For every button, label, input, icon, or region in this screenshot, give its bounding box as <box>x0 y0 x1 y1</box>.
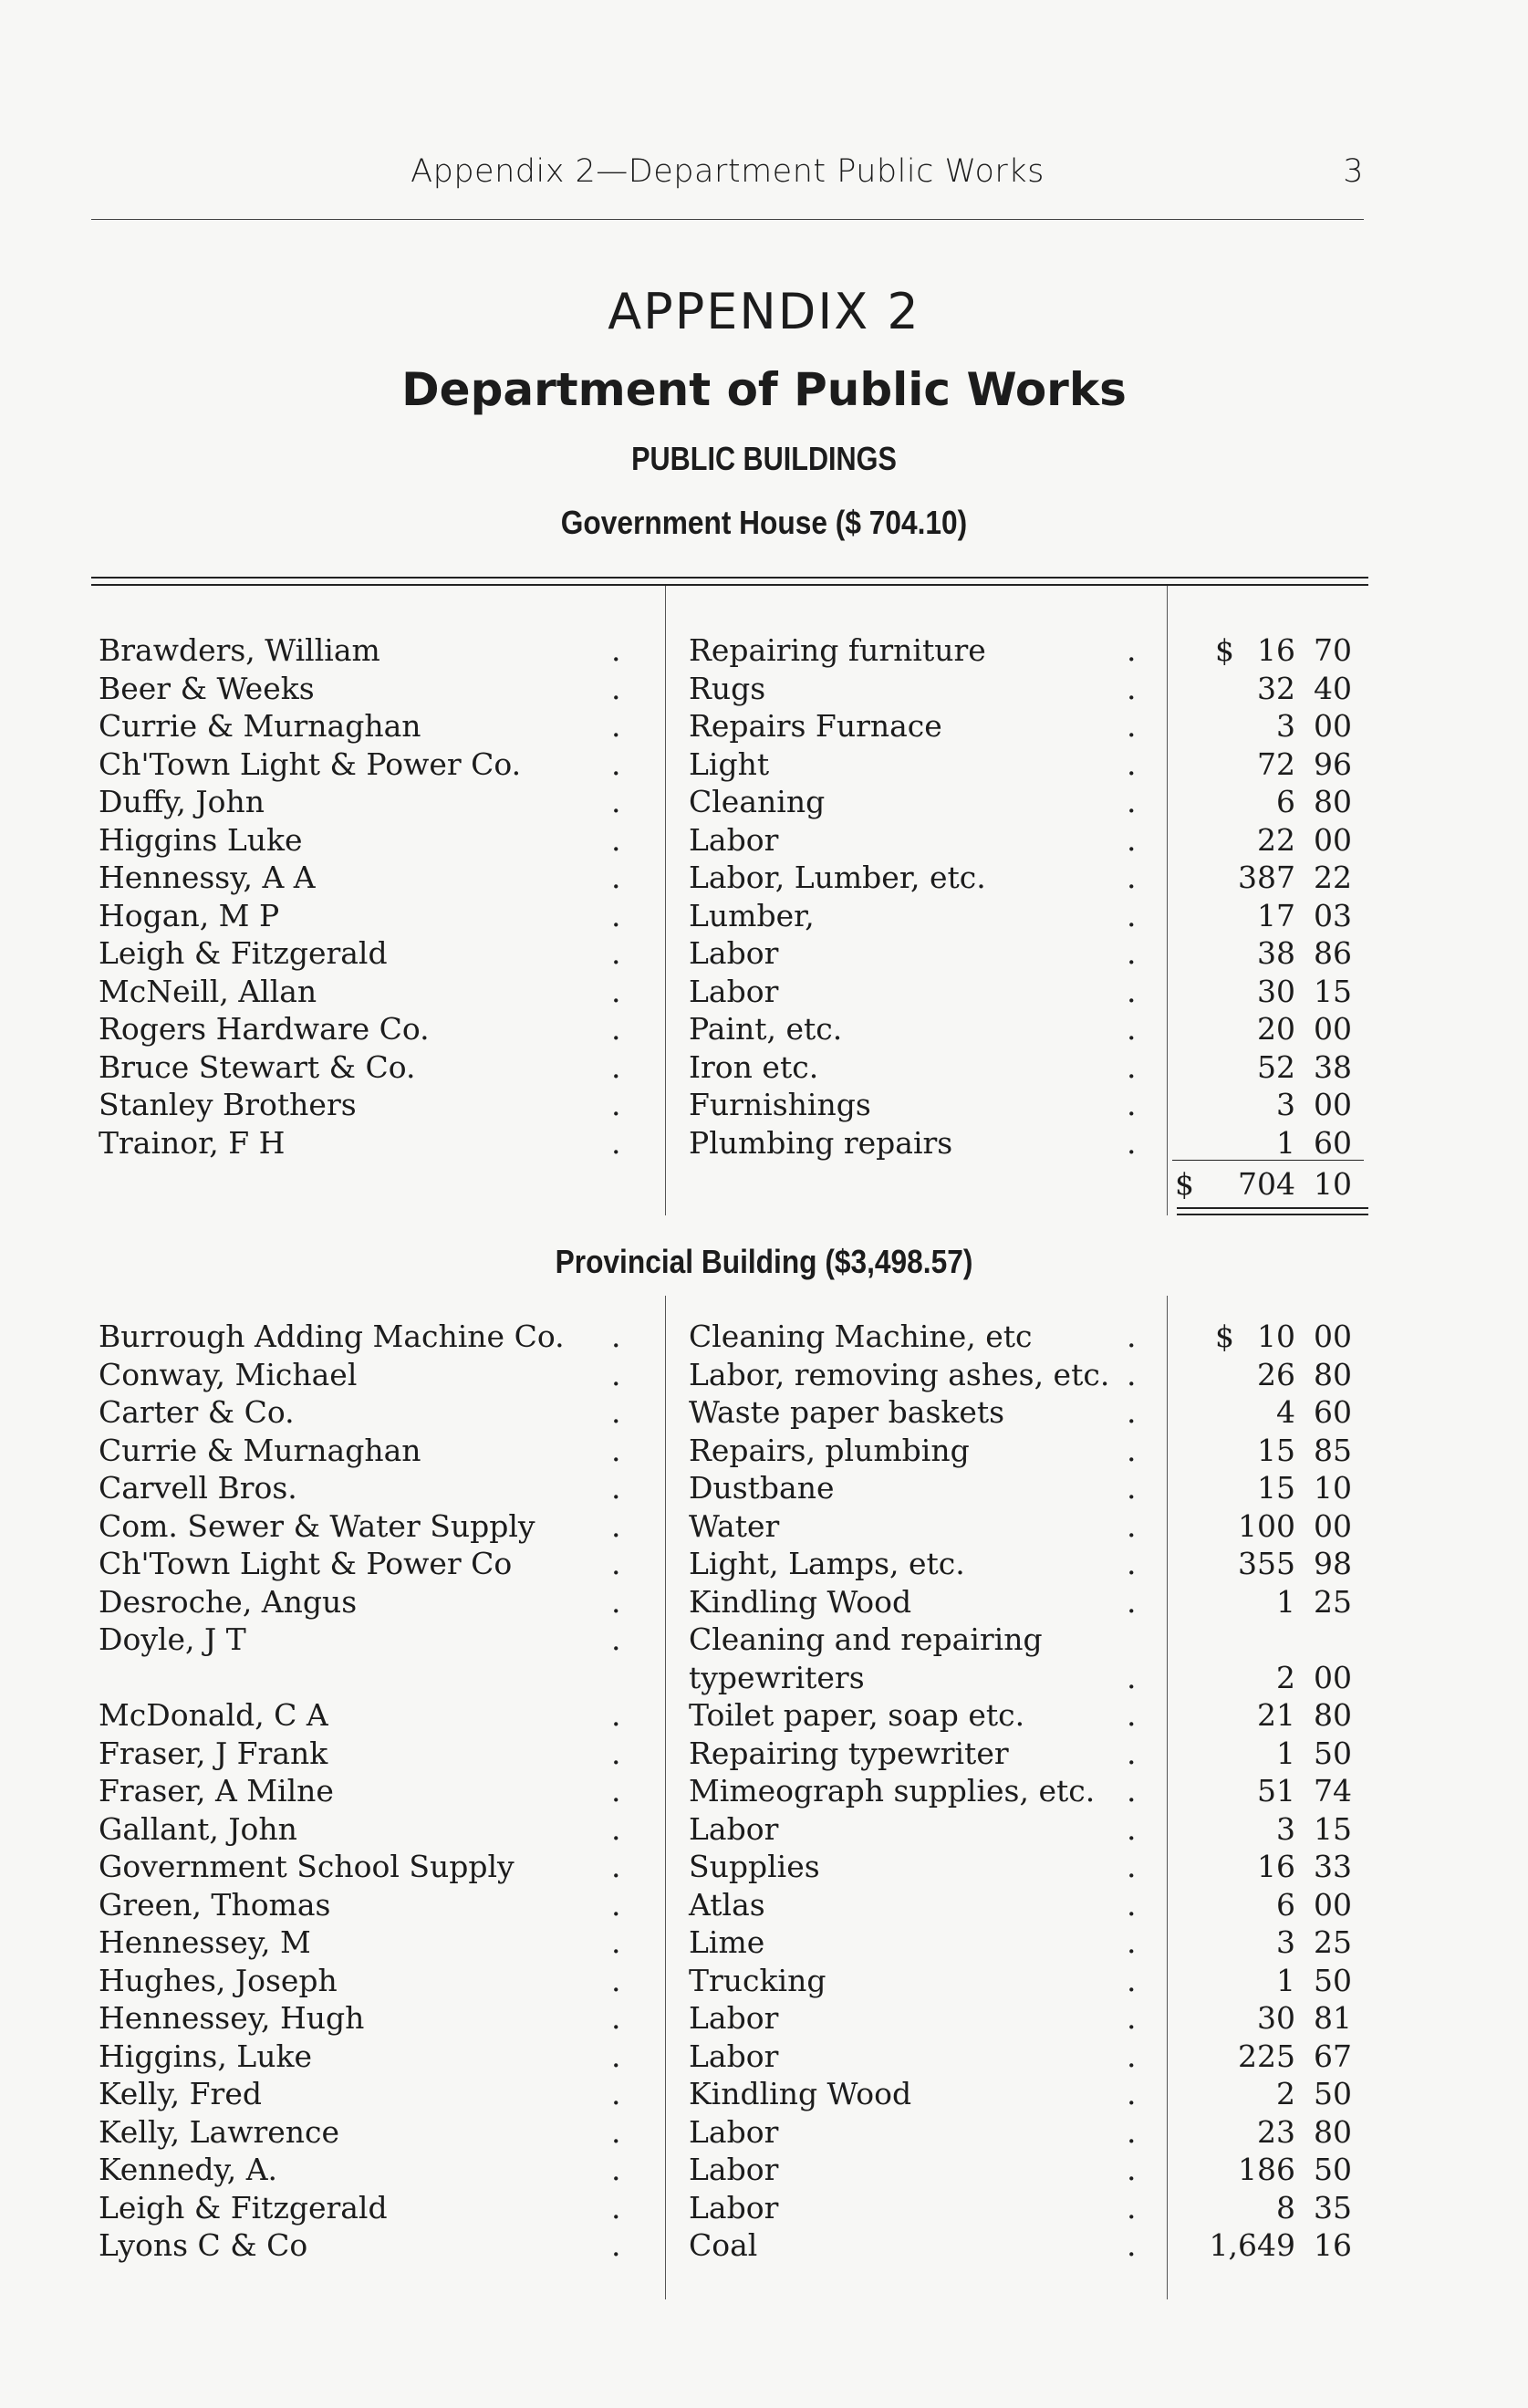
amount-dollars: 1,649 <box>1209 2227 1295 2263</box>
leader-dots: . <box>611 1583 621 1620</box>
expense-description: Repairs, plumbing <box>689 1432 970 1468</box>
payee-name: Rogers Hardware Co. <box>99 1011 430 1047</box>
amount-dollars: 30 <box>1257 973 1295 1009</box>
amount-cents: 80 <box>1314 784 1352 819</box>
leader-dots: . <box>611 2076 621 2111</box>
amount-dollars: 2 <box>1276 2076 1295 2111</box>
expense-description: Light <box>689 745 770 782</box>
leader-dots: . <box>611 2038 621 2074</box>
expense-description: Labor <box>689 821 779 858</box>
expense-description: Labor <box>689 2038 779 2074</box>
amount-dollars: 2 <box>1276 1659 1295 1695</box>
amount-dollars: 26 <box>1257 1356 1295 1392</box>
amount-dollars: 23 <box>1257 2113 1295 2150</box>
payee-name: McNeill, Allan <box>99 973 317 1009</box>
amount-dollars: 72 <box>1257 745 1295 782</box>
amount-cents: 10 <box>1314 1470 1352 1506</box>
amount-dollars: 32 <box>1257 670 1295 706</box>
leader-dots: . <box>1127 1507 1137 1544</box>
leader-dots: . <box>611 708 621 744</box>
leader-dots: . <box>1127 1773 1137 1809</box>
leader-dots: . <box>611 1849 621 1884</box>
total-dollars: 704 <box>1238 1166 1295 1202</box>
leader-dots: . <box>611 1924 621 1960</box>
leader-dots: . <box>1127 973 1137 1009</box>
table-row <box>91 897 1368 935</box>
table-row <box>91 1848 1368 1886</box>
leader-dots: . <box>1127 1697 1137 1733</box>
leader-dots: . <box>1127 1394 1137 1430</box>
payee-name: Kelly, Fred <box>99 2076 262 2111</box>
amount-dollars: 3 <box>1276 1810 1295 1847</box>
leader-dots: . <box>611 1962 621 1998</box>
payee-name: Higgins, Luke <box>99 2038 312 2074</box>
table-row <box>91 631 1368 670</box>
leader-dots: . <box>1127 897 1137 933</box>
leader-dots: . <box>611 935 621 971</box>
amount-cents: 86 <box>1314 935 1352 971</box>
payee-name: Kelly, Lawrence <box>99 2113 340 2150</box>
amount-dollars: 100 <box>1238 1507 1295 1544</box>
leader-dots: . <box>1127 1011 1137 1047</box>
leader-dots: . <box>611 1697 621 1733</box>
leader-dots: . <box>1127 2113 1137 2150</box>
payee-name: Higgins Luke <box>99 821 303 858</box>
expense-description: Plumbing repairs <box>689 1124 953 1161</box>
amount-cents: 98 <box>1314 1546 1352 1581</box>
payee-name: Currie & Murnaghan <box>99 708 421 744</box>
table-row <box>91 934 1368 973</box>
expense-description: Repairing furniture <box>689 632 986 668</box>
table-row <box>91 1659 1368 1697</box>
total-row <box>91 1165 1368 1204</box>
leader-dots: . <box>1127 860 1137 895</box>
amount-cents: 50 <box>1314 2076 1352 2111</box>
leader-dots: . <box>1127 1659 1137 1695</box>
amount-cents: 00 <box>1314 1886 1352 1923</box>
section-heading-government-house: Government House ($ 704.10) <box>560 504 968 541</box>
payee-name: Leigh & Fitzgerald <box>99 2189 388 2226</box>
table-row <box>91 1356 1368 1394</box>
currency-symbol: $ <box>1215 1319 1234 1354</box>
table-top-rule <box>91 577 1368 586</box>
expense-description: Lime <box>689 1924 765 1960</box>
payee-name: Gallant, John <box>99 1810 297 1847</box>
expense-description: Cleaning Machine, etc <box>689 1319 1033 1354</box>
table-row <box>91 1621 1368 1659</box>
amount-cents: 80 <box>1314 1356 1352 1392</box>
amount-cents: 60 <box>1314 1394 1352 1430</box>
amount-cents: 50 <box>1314 1962 1352 1998</box>
amount-cents: 25 <box>1314 1924 1352 1960</box>
expense-description: Cleaning <box>689 784 826 819</box>
leader-dots: . <box>611 1886 621 1923</box>
amount-dollars: 10 <box>1257 1319 1295 1354</box>
department-title: Department of Public Works <box>401 363 1127 416</box>
leader-dots: . <box>611 821 621 858</box>
leader-dots: . <box>611 2227 621 2263</box>
table-row <box>91 1432 1368 1470</box>
leader-dots: . <box>1127 1356 1137 1392</box>
leader-dots: . <box>611 1810 621 1847</box>
table-row <box>91 783 1368 821</box>
amount-dollars: 30 <box>1257 2000 1295 2036</box>
payee-name: Fraser, A Milne <box>99 1773 334 1809</box>
expense-description: Labor <box>689 2000 779 2036</box>
payee-name: Currie & Murnaghan <box>99 1432 421 1468</box>
amount-dollars: 3 <box>1276 1087 1295 1122</box>
table-row <box>91 1886 1368 1924</box>
table-row <box>91 1583 1368 1621</box>
expense-description: Labor <box>689 973 779 1009</box>
amount-dollars: 186 <box>1238 2152 1295 2187</box>
payee-name: Desroche, Angus <box>99 1583 358 1620</box>
leader-dots: . <box>1127 1735 1137 1771</box>
amount-dollars: 4 <box>1276 1394 1295 1430</box>
amount-dollars: 17 <box>1257 897 1295 933</box>
table-row <box>91 859 1368 897</box>
amount-dollars: 3 <box>1276 1924 1295 1960</box>
amount-cents: 22 <box>1314 860 1352 895</box>
table-row <box>91 1545 1368 1583</box>
leader-dots: . <box>611 1470 621 1506</box>
currency-symbol: $ <box>1215 632 1234 668</box>
leader-dots: . <box>1127 1087 1137 1122</box>
amount-cents: 16 <box>1314 2227 1352 2263</box>
leader-dots: . <box>611 745 621 782</box>
table-row <box>91 1696 1368 1735</box>
leader-dots: . <box>611 1432 621 1468</box>
amount-cents: 50 <box>1314 2152 1352 2187</box>
leader-dots: . <box>1127 1432 1137 1468</box>
amount-dollars: 52 <box>1257 1048 1295 1085</box>
expense-description: Repairing typewriter <box>689 1735 1009 1771</box>
leader-dots: . <box>1127 1924 1137 1960</box>
appendix-title: APPENDIX 2 <box>608 283 920 340</box>
expense-description: Supplies <box>689 1849 820 1884</box>
amount-cents: 00 <box>1314 1087 1352 1122</box>
payee-name: Leigh & Fitzgerald <box>99 935 388 971</box>
leader-dots: . <box>611 1394 621 1430</box>
ledger-provincial-building <box>91 1296 1368 2309</box>
amount-cents: 00 <box>1314 708 1352 744</box>
amount-dollars: 355 <box>1238 1546 1295 1581</box>
leader-dots: . <box>1127 1319 1137 1354</box>
leader-dots: . <box>1127 1048 1137 1085</box>
leader-dots: . <box>1127 632 1137 668</box>
leader-dots: . <box>1127 2000 1137 2036</box>
leader-dots: . <box>611 1124 621 1161</box>
amount-cents: 33 <box>1314 1849 1352 1884</box>
expense-description: Light, Lamps, etc. <box>689 1546 965 1581</box>
expense-description: Dustbane <box>689 1470 835 1506</box>
amount-cents: 00 <box>1314 1659 1352 1695</box>
amount-dollars: 3 <box>1276 708 1295 744</box>
leader-dots: . <box>611 2189 621 2226</box>
table-row <box>91 1469 1368 1507</box>
payee-name: Ch'Town Light & Power Co. <box>99 745 522 782</box>
amount-cents: 70 <box>1314 632 1352 668</box>
table-row <box>91 2151 1368 2189</box>
expense-description: Kindling Wood <box>689 1583 912 1620</box>
header-rule <box>91 219 1364 220</box>
amount-cents: 80 <box>1314 2113 1352 2150</box>
table-row <box>91 1810 1368 1849</box>
amount-dollars: 1 <box>1276 1124 1295 1161</box>
amount-cents: 25 <box>1314 1583 1352 1620</box>
leader-dots: . <box>611 2000 621 2036</box>
leader-dots: . <box>611 973 621 1009</box>
leader-dots: . <box>1127 784 1137 819</box>
table-row <box>91 707 1368 745</box>
expense-description: Waste paper baskets <box>689 1394 1005 1430</box>
amount-cents: 50 <box>1314 1735 1352 1771</box>
sum-rule <box>1172 1160 1364 1161</box>
leader-dots: . <box>1127 2152 1137 2187</box>
expense-description: Labor <box>689 1810 779 1847</box>
amount-cents: 96 <box>1314 745 1352 782</box>
page-number: 3 <box>1343 153 1364 190</box>
amount-dollars: 16 <box>1257 1849 1295 1884</box>
leader-dots: . <box>611 2113 621 2150</box>
payee-name: Stanley Brothers <box>99 1087 357 1122</box>
amount-dollars: 15 <box>1257 1470 1295 1506</box>
expense-description: Trucking <box>689 1962 826 1998</box>
amount-cents: 00 <box>1314 821 1352 858</box>
leader-dots: . <box>611 1048 621 1085</box>
table-row <box>91 1999 1368 2038</box>
leader-dots: . <box>611 1011 621 1047</box>
payee-name: Duffy, John <box>99 784 265 819</box>
payee-name: Com. Sewer & Water Supply <box>99 1507 535 1544</box>
payee-name: Government School Supply <box>99 1849 515 1884</box>
leader-dots: . <box>1127 1124 1137 1161</box>
leader-dots: . <box>611 1735 621 1771</box>
amount-dollars: 387 <box>1238 860 1295 895</box>
payee-name: Conway, Michael <box>99 1356 358 1392</box>
expense-description: Atlas <box>689 1886 765 1923</box>
expense-description: Labor <box>689 2189 779 2226</box>
leader-dots: . <box>1127 1849 1137 1884</box>
table-row <box>91 670 1368 708</box>
expense-description: Rugs <box>689 670 766 706</box>
amount-dollars: 22 <box>1257 821 1295 858</box>
amount-dollars: 1 <box>1276 1735 1295 1771</box>
table-row <box>91 1962 1368 2000</box>
expense-description: Paint, etc. <box>689 1011 843 1047</box>
payee-name: Ch'Town Light & Power Co <box>99 1546 513 1581</box>
total-currency-symbol: $ <box>1175 1166 1194 1202</box>
amount-cents: 60 <box>1314 1124 1352 1161</box>
amount-dollars: 38 <box>1257 935 1295 971</box>
leader-dots: . <box>611 860 621 895</box>
table-row <box>91 2226 1368 2265</box>
table-row <box>91 1010 1368 1048</box>
table-row <box>91 1086 1368 1124</box>
payee-name: Kennedy, A. <box>99 2152 278 2187</box>
expense-description: Kindling Wood <box>689 2076 912 2111</box>
leader-dots: . <box>1127 2189 1137 2226</box>
expense-description: Cleaning and repairing <box>689 1621 1043 1657</box>
amount-cents: 35 <box>1314 2189 1352 2226</box>
section-subtitle: PUBLIC BUILDINGS <box>631 440 897 477</box>
leader-dots: . <box>1127 1886 1137 1923</box>
payee-name: Burrough Adding Machine Co. <box>99 1319 565 1354</box>
payee-name: Hennessy, A A <box>99 860 316 895</box>
amount-cents: 38 <box>1314 1048 1352 1085</box>
leader-dots: . <box>611 1773 621 1809</box>
amount-dollars: 8 <box>1276 2189 1295 2226</box>
leader-dots: . <box>611 2152 621 2187</box>
leader-dots: . <box>1127 1583 1137 1620</box>
table-row <box>91 1318 1368 1356</box>
ledger-government-house <box>91 586 1368 1225</box>
payee-name: Hughes, Joseph <box>99 1962 338 1998</box>
leader-dots: . <box>1127 2227 1137 2263</box>
leader-dots: . <box>1127 1810 1137 1847</box>
amount-cents: 15 <box>1314 973 1352 1009</box>
leader-dots: . <box>611 784 621 819</box>
expense-description: Labor <box>689 2113 779 2150</box>
table-row <box>91 745 1368 784</box>
total-cents: 10 <box>1314 1166 1352 1202</box>
expense-description: Labor <box>689 2152 779 2187</box>
payee-name: Bruce Stewart & Co. <box>99 1048 416 1085</box>
amount-cents: 40 <box>1314 670 1352 706</box>
leader-dots: . <box>1127 2038 1137 2074</box>
expense-description: Lumber, <box>689 897 815 933</box>
amount-cents: 00 <box>1314 1319 1352 1354</box>
amount-dollars: 6 <box>1276 784 1295 819</box>
payee-name: Carvell Bros. <box>99 1470 297 1506</box>
amount-dollars: 51 <box>1257 1773 1295 1809</box>
table-row <box>91 973 1368 1011</box>
expense-description: Iron etc. <box>689 1048 819 1085</box>
expense-description: typewriters <box>689 1659 865 1695</box>
payee-name: Hennessey, Hugh <box>99 2000 365 2036</box>
payee-name: McDonald, C A <box>99 1697 328 1733</box>
amount-cents: 00 <box>1314 1507 1352 1544</box>
leader-dots: . <box>1127 670 1137 706</box>
leader-dots: . <box>611 632 621 668</box>
leader-dots: . <box>1127 2076 1137 2111</box>
leader-dots: . <box>1127 935 1137 971</box>
payee-name: Lyons C & Co <box>99 2227 308 2263</box>
table-row <box>91 1923 1368 1962</box>
section-heading-provincial-building: Provincial Building ($3,498.57) <box>555 1243 973 1280</box>
table-row <box>91 2189 1368 2227</box>
leader-dots: . <box>1127 1546 1137 1581</box>
table-row <box>91 821 1368 860</box>
table-row <box>91 1124 1368 1162</box>
leader-dots: . <box>1127 708 1137 744</box>
amount-cents: 00 <box>1314 1011 1352 1047</box>
expense-description: Coal <box>689 2227 758 2263</box>
leader-dots: . <box>611 1546 621 1581</box>
table-row <box>91 2075 1368 2113</box>
leader-dots: . <box>1127 1470 1137 1506</box>
table-row <box>91 1048 1368 1087</box>
amount-cents: 81 <box>1314 2000 1352 2036</box>
payee-name: Fraser, J Frank <box>99 1735 328 1771</box>
amount-dollars: 15 <box>1257 1432 1295 1468</box>
amount-cents: 74 <box>1314 1773 1352 1809</box>
amount-dollars: 16 <box>1257 632 1295 668</box>
leader-dots: . <box>1127 1962 1137 1998</box>
table-row <box>91 2038 1368 2076</box>
table-row <box>91 1735 1368 1773</box>
amount-cents: 67 <box>1314 2038 1352 2074</box>
leader-dots: . <box>611 1087 621 1122</box>
amount-dollars: 20 <box>1257 1011 1295 1047</box>
amount-dollars: 225 <box>1238 2038 1295 2074</box>
payee-name: Brawders, William <box>99 632 380 668</box>
amount-dollars: 6 <box>1276 1886 1295 1923</box>
payee-name: Doyle, J T <box>99 1621 246 1657</box>
total-double-rule <box>1177 1207 1368 1215</box>
leader-dots: . <box>611 1621 621 1657</box>
amount-cents: 80 <box>1314 1697 1352 1733</box>
leader-dots: . <box>1127 745 1137 782</box>
amount-cents: 03 <box>1314 897 1352 933</box>
table-row <box>91 2113 1368 2152</box>
payee-name: Beer & Weeks <box>99 670 315 706</box>
leader-dots: . <box>611 670 621 706</box>
running-head-title: Appendix 2—Department Public Works <box>411 153 1045 190</box>
expense-description: Toilet paper, soap etc. <box>689 1697 1025 1733</box>
table-row <box>91 1507 1368 1546</box>
table-row <box>91 1393 1368 1432</box>
table-row <box>91 1772 1368 1810</box>
payee-name: Carter & Co. <box>99 1394 295 1430</box>
amount-cents: 85 <box>1314 1432 1352 1468</box>
payee-name: Hennessey, M <box>99 1924 311 1960</box>
expense-description: Labor, Lumber, etc. <box>689 860 986 895</box>
amount-cents: 15 <box>1314 1810 1352 1847</box>
expense-description: Labor <box>689 935 779 971</box>
expense-description: Water <box>689 1507 780 1544</box>
leader-dots: . <box>611 1356 621 1392</box>
amount-dollars: 21 <box>1257 1697 1295 1733</box>
payee-name: Hogan, M P <box>99 897 280 933</box>
running-head <box>91 153 1364 197</box>
leader-dots: . <box>611 1507 621 1544</box>
expense-description: Furnishings <box>689 1087 871 1122</box>
amount-dollars: 1 <box>1276 1962 1295 1998</box>
payee-name: Trainor, F H <box>99 1124 286 1161</box>
expense-description: Repairs Furnace <box>689 708 942 744</box>
leader-dots: . <box>611 1319 621 1354</box>
amount-dollars: 1 <box>1276 1583 1295 1620</box>
payee-name: Green, Thomas <box>99 1886 331 1923</box>
leader-dots: . <box>1127 821 1137 858</box>
expense-description: Mimeograph supplies, etc. <box>689 1773 1096 1809</box>
expense-description: Labor, removing ashes, etc. <box>689 1356 1110 1392</box>
leader-dots: . <box>611 897 621 933</box>
